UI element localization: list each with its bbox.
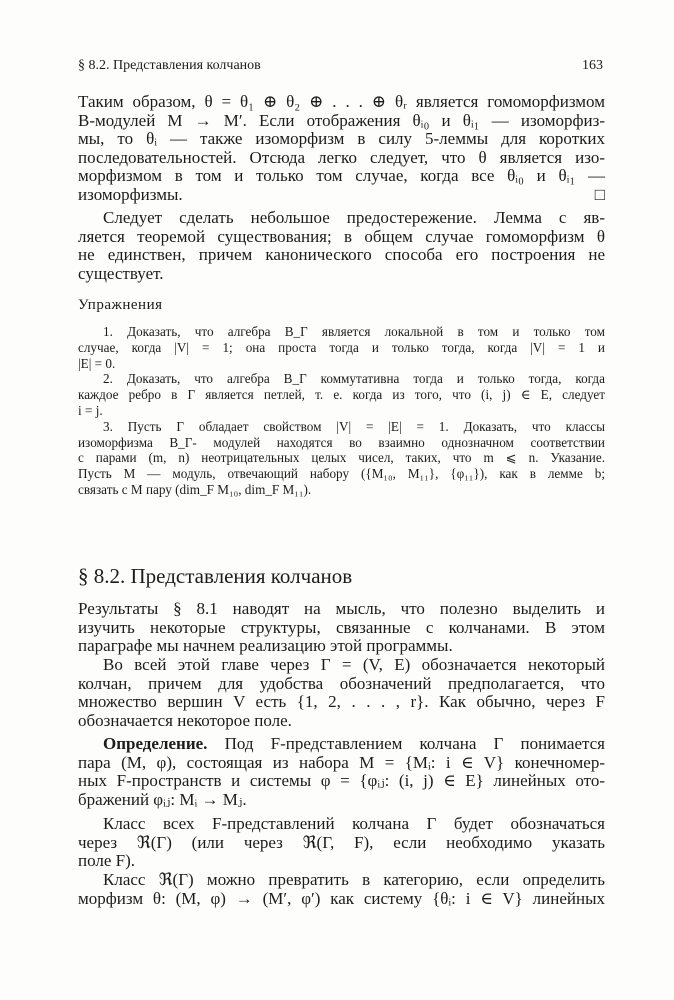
notation-paragraph bbox=[78, 656, 605, 730]
text-line: поле F). bbox=[78, 851, 136, 871]
text-line: ляется теоремой существования; в общем случае гомоморфизм θ bbox=[78, 226, 605, 246]
exercises-heading: Упражнения bbox=[78, 297, 163, 313]
text-line: через ℜ(Γ) (или через ℜ(Γ, F), если необходимо указать bbox=[78, 832, 605, 852]
exercise-line: изоморфизма B_Γ- модулей находятся во взаимно однозначном соответствии bbox=[78, 434, 605, 450]
class-paragraph bbox=[78, 815, 605, 871]
proof-end-paragraph bbox=[78, 93, 605, 205]
exercise-line: 1. Доказать, что алгебра B_Γ является локальной в том и только том bbox=[103, 324, 605, 339]
text-line: Таким образом, θ = θ₁ ⊕ θ₂ ⊕ . . . ⊕ θᵣ является гомоморфизмом bbox=[78, 92, 605, 111]
text-line: пара (M, φ), состоящая из набора M = {Mᵢ: i ∈ V} конечномер- bbox=[78, 752, 605, 772]
exercise-line: случае, когда |V| = 1; она проста тогда и только тогда, когда |V| = 1 и bbox=[78, 339, 605, 355]
text-line: обозначается некоторое поле. bbox=[78, 710, 292, 730]
definition-paragraph bbox=[78, 735, 605, 809]
text-line: Класс ℜ(Γ) можно превратить в категорию, если определить bbox=[103, 870, 605, 889]
text-line: параграфе мы начнем реализацию этой программы. bbox=[78, 636, 453, 656]
exercise-line: 3. Пусть Γ обладает свойством |V| = |E| = 1. Доказать, что классы bbox=[103, 418, 605, 434]
text-line: Класс всех F-представлений колчана Γ будет обозначаться bbox=[103, 814, 605, 833]
text-line: ных F-пространств и системы φ = {φᵢⱼ: (i, j) ∈ E} линейных ото- bbox=[78, 771, 605, 791]
exercise-line: i = j. bbox=[78, 402, 103, 418]
text-line: изоморфизмы. bbox=[78, 184, 183, 204]
page-header bbox=[78, 55, 603, 77]
text-line: B-модулей M → M′. Если отображения θᵢ₀ и θᵢ₁ — изоморфиз- bbox=[78, 110, 605, 130]
text-line: существует. bbox=[78, 263, 164, 283]
text-line: изучить некоторые структуры, связанные с колчанами. В этом bbox=[78, 617, 605, 637]
exercise-line: Пусть M — модуль, отвечающий набору ({M₁₀, M₁₁}, {φ₁₁}), как в лемме b; bbox=[78, 466, 605, 482]
text-line: Во всей этой главе через Γ = (V, E) обозначается некоторый bbox=[103, 655, 605, 674]
text-line: мы, то θᵢ — также изоморфизм в силу 5-леммы для коротких bbox=[78, 129, 605, 149]
exercise-line: 2. Доказать, что алгебра B_Γ коммутативна тогда и только тогда, когда bbox=[103, 371, 605, 387]
warning-paragraph bbox=[78, 209, 605, 283]
definition-label: Определение. bbox=[103, 734, 208, 753]
exercises-list bbox=[78, 324, 605, 498]
exercise-line: |E| = 0. bbox=[78, 355, 116, 371]
exercise-line: с парами (m, n) неотрицательных целых чисел, таких, что m ⩽ n. Указание. bbox=[78, 450, 605, 466]
text-line: бражений φᵢⱼ: Mᵢ → Mⱼ. bbox=[78, 789, 247, 809]
text-line-last bbox=[78, 186, 605, 205]
text-line: колчан, причем для удобства обозначений предполагается, что bbox=[78, 673, 605, 693]
intro-paragraph bbox=[78, 600, 605, 656]
text-line: морфизмом в том и только том случае, когда все θᵢ₀ и θᵢ₁ — bbox=[78, 166, 605, 186]
text-line: не единствен, причем канонического способа его построения не bbox=[78, 245, 605, 265]
text-line: морфизм θ: (M, φ) → (M′, φ′) как систему {θᵢ: i ∈ V} линейных bbox=[78, 888, 605, 908]
exercise-line: связать с M пару (dim_F M₁₀, dim_F M₁₁). bbox=[78, 481, 312, 497]
qed-symbol: □ bbox=[594, 184, 605, 204]
page-number: 163 bbox=[582, 58, 603, 73]
text-line: Результаты § 8.1 наводят на мысль, что полезно выделить и bbox=[78, 599, 605, 618]
category-paragraph bbox=[78, 871, 605, 908]
running-title: § 8.2. Представления колчанов bbox=[78, 58, 261, 73]
text-line: Следует сделать небольшое предостережение. Лемма с яв- bbox=[103, 208, 605, 227]
definition-first-line bbox=[78, 735, 605, 754]
text-line: последовательностей. Отсюда легко следует, что θ является изо- bbox=[78, 147, 605, 167]
exercise-line: каждое ребро в Γ является петлей, т. е. когда из того, что (i, j) ∈ E, следует bbox=[78, 387, 605, 403]
text-line: множество вершин V есть {1, 2, . . . , r}. Как обычно, через F bbox=[78, 692, 605, 712]
text-line: Под F-представлением колчана Γ понимается bbox=[224, 734, 606, 753]
section-title: § 8.2. Представления колчанов bbox=[78, 564, 353, 588]
